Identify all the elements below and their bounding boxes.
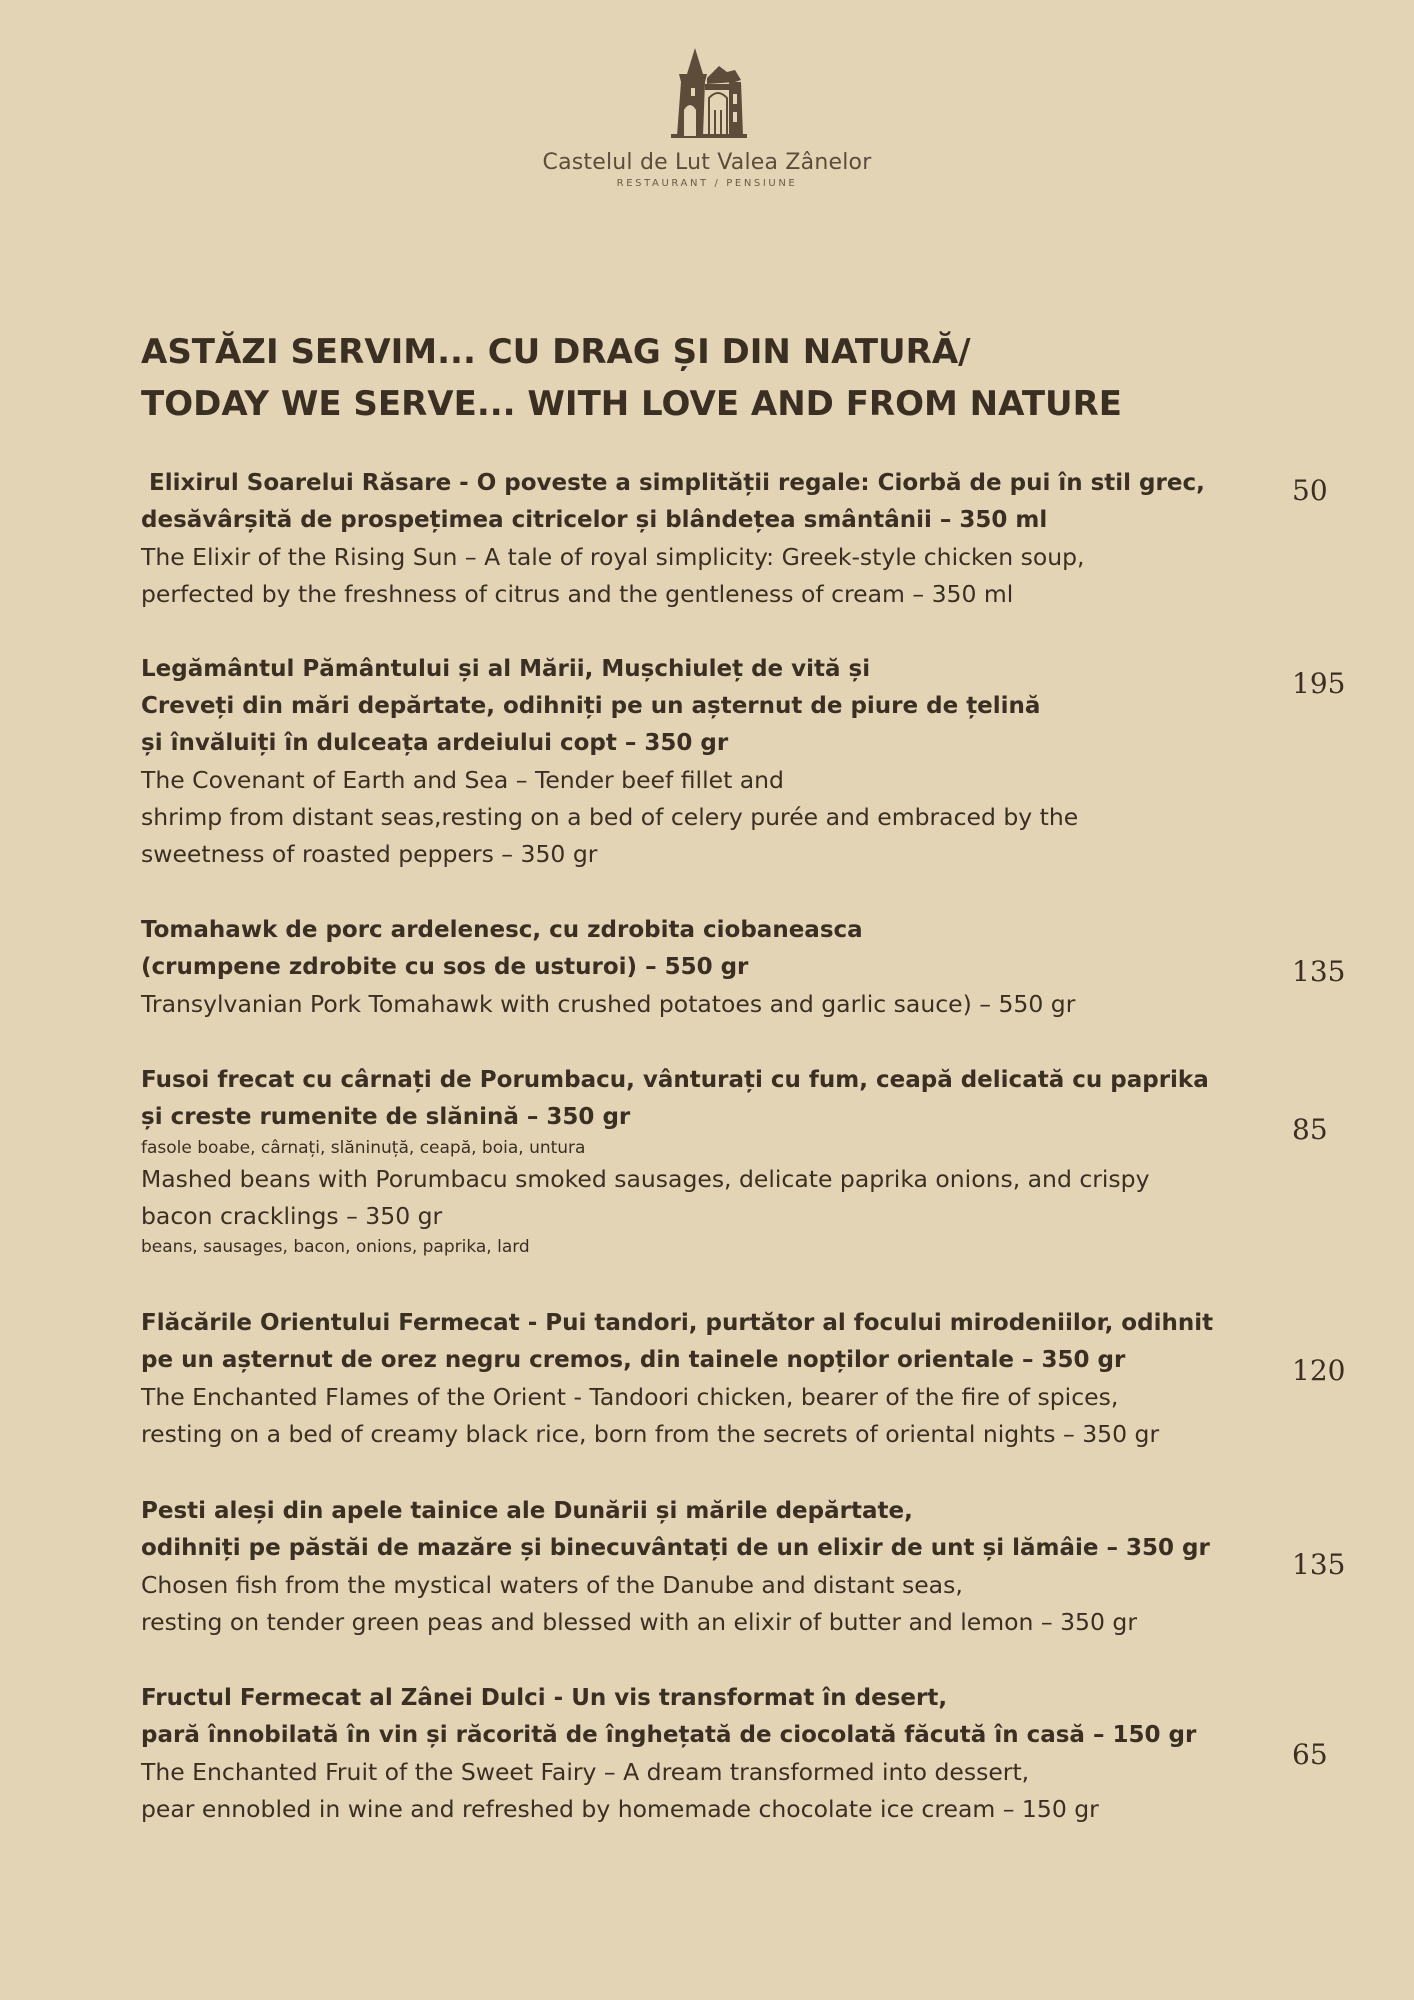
dish-name-en: sweetness of roasted peppers – 350 gr [141, 840, 598, 868]
dish-name-en: The Elixir of the Rising Sun – A tale of royal simplicity: Greek-style chicken soup, [141, 543, 1085, 571]
dish-name-en: pear ennobled in wine and refreshed by homemade chocolate ice cream – 150 gr [141, 1795, 1099, 1823]
dish-name-ro: Flăcările Orientului Fermecat - Pui tandori, purtător al focului mirodeniilor, odihnit [141, 1310, 1214, 1336]
price: 50 [1292, 474, 1328, 507]
dish-name-en: Transylvanian Pork Tomahawk with crushed potatoes and garlic sauce) – 550 gr [141, 990, 1076, 1018]
ingredients-en: beans, sausages, bacon, onions, paprika, lard [141, 1237, 530, 1257]
page-title [141, 326, 1301, 430]
dish-name-en: Mashed beans with Porumbacu smoked sausages, delicate paprika onions, and crispy [141, 1165, 1150, 1193]
logo [0, 48, 1414, 189]
brand-name: Castelul de Lut Valea Zânelor [542, 150, 872, 175]
dish-name-en: resting on tender green peas and blessed with an elixir of butter and lemon – 350 gr [141, 1608, 1137, 1636]
title-line-en: TODAY WE SERVE... WITH LOVE AND FROM NATURE [141, 384, 1123, 424]
dish-name-ro: Fusoi frecat cu cârnați de Porumbacu, vânturați cu fum, ceapă delicată cu paprika [141, 1067, 1209, 1093]
dish-name-ro: și creste rumenite de slănină – 350 gr [141, 1104, 631, 1130]
dish-name-en: Chosen fish from the mystical waters of the Danube and distant seas, [141, 1571, 963, 1599]
price: 135 [1292, 1548, 1346, 1581]
dish-name-ro: (crumpene zdrobite cu sos de usturoi) – 550 gr [141, 954, 749, 980]
menu-item [141, 1680, 1281, 1828]
dish-name-en: The Enchanted Fruit of the Sweet Fairy – A dream transformed into dessert, [141, 1758, 1030, 1786]
dish-name-ro: desăvârșită de prospețimea citricelor și blândețea smântânii – 350 ml [141, 507, 1048, 533]
menu-item [141, 651, 1281, 873]
dish-name-ro: pe un așternut de orez negru cremos, din tainele nopților orientale – 350 gr [141, 1347, 1126, 1373]
castle-icon [657, 48, 757, 142]
dish-name-en: resting on a bed of creamy black rice, born from the secrets of oriental nights – 350 gr [141, 1420, 1160, 1448]
menu-item [141, 465, 1281, 613]
menu-item [141, 1305, 1281, 1453]
price: 85 [1292, 1113, 1328, 1146]
price: 120 [1292, 1354, 1346, 1387]
dish-name-ro: Tomahawk de porc ardelenesc, cu zdrobita ciobaneasca [141, 917, 863, 943]
brand-subtitle: RESTAURANT / PENSIUNE [616, 178, 798, 189]
dish-name-en: The Covenant of Earth and Sea – Tender beef fillet and [141, 766, 784, 794]
menu-item [141, 1493, 1281, 1641]
price: 195 [1292, 667, 1346, 700]
dish-name-ro: Creveți din mări depărtate, odihniți pe un așternut de piure de țelină [141, 693, 1041, 719]
dish-name-en: perfected by the freshness of citrus and the gentleness of cream – 350 ml [141, 580, 1014, 608]
dish-name-ro: Pesti aleși din apele tainice ale Dunării și mările depărtate, [141, 1498, 913, 1524]
menu-item [141, 1062, 1281, 1260]
dish-name-en: The Enchanted Flames of the Orient - Tandoori chicken, bearer of the fire of spices, [141, 1383, 1119, 1411]
dish-name-ro: Legământul Pământului și al Mării, Mușchiuleț de vită și [141, 656, 871, 682]
price: 65 [1292, 1738, 1328, 1771]
dish-name-ro: Elixirul Soarelui Răsare - O poveste a simplității regale: Ciorbă de pui în stil grec, [149, 470, 1205, 496]
dish-name-en: bacon cracklings – 350 gr [141, 1202, 443, 1230]
price: 135 [1292, 955, 1346, 988]
title-line-ro: ASTĂZI SERVIM... CU DRAG ȘI DIN NATURĂ/ [141, 332, 971, 372]
dish-name-ro: și învăluiți în dulceața ardeiului copt – 350 gr [141, 730, 729, 756]
dish-name-ro: Fructul Fermecat al Zânei Dulci - Un vis transformat în desert, [141, 1685, 948, 1711]
menu-item [141, 912, 1281, 1023]
dish-name-en: shrimp from distant seas,resting on a bed of celery purée and embraced by the [141, 803, 1079, 831]
dish-name-ro: pară înnobilată în vin și răcorită de înghețată de ciocolată făcută în casă – 150 gr [141, 1722, 1197, 1748]
ingredients-ro: fasole boabe, cârnați, slăninuță, ceapă, boia, untura [141, 1138, 586, 1158]
dish-name-ro: odihniți pe păstăi de mazăre și binecuvântați de un elixir de unt și lămâie – 350 gr [141, 1535, 1210, 1561]
